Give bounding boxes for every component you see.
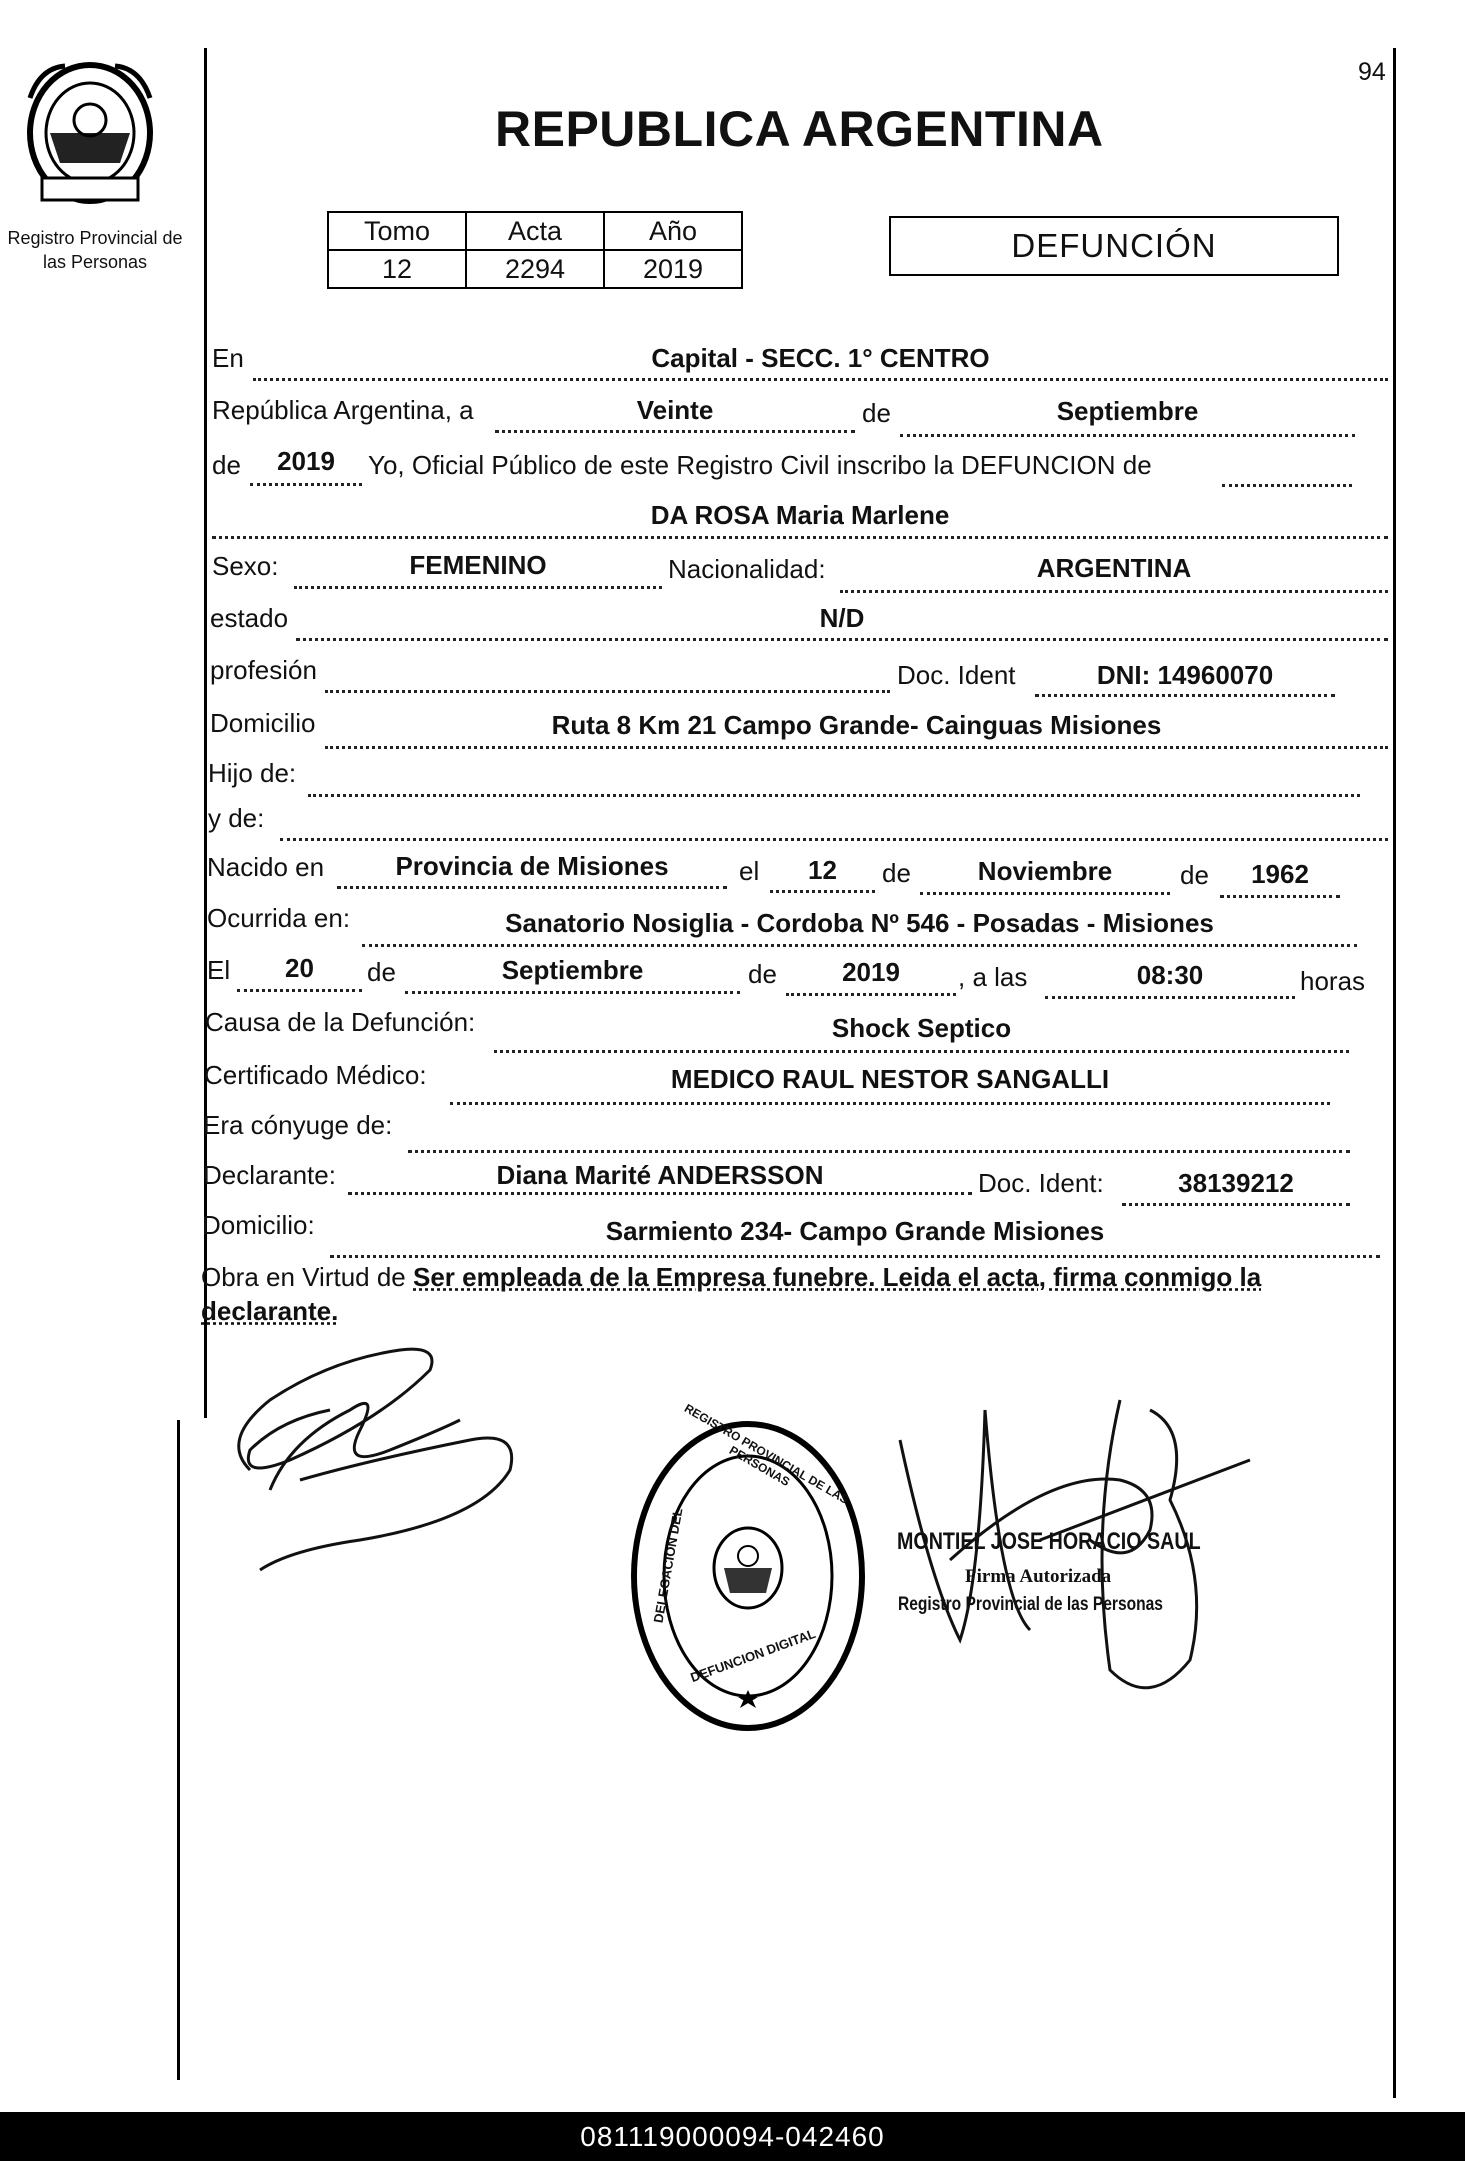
label-a-las: , a las [958, 962, 1028, 992]
label-sexo: Sexo: [212, 551, 279, 581]
label-horas: horas [1300, 966, 1366, 996]
dotline-nacido-en [337, 886, 727, 889]
document-title: REPUBLICA ARGENTINA [495, 101, 1104, 157]
value-dia-texto: Veinte [636, 395, 714, 425]
registry-header-tomo: Tomo [328, 212, 466, 250]
registry-header-anio: Año [604, 212, 742, 250]
value-certificado: MEDICO RAUL NESTOR SANGALLI [670, 1064, 1110, 1094]
obra-en-virtud [201, 1260, 1381, 1328]
dotline-def-dia [237, 989, 362, 992]
value-ocurrida-en: Sanatorio Nosiglia - Cordoba Nº 546 - Posadas - Misiones [505, 908, 1214, 938]
page-number: 94 [1358, 58, 1386, 86]
value-lugar: Capital - SECC. 1° CENTRO [651, 343, 990, 373]
label-de-anio: de [212, 450, 241, 480]
label-certificado: Certificado Médico: [204, 1060, 427, 1090]
value-anio: 2019 [277, 446, 335, 476]
dotline-nac-mes [920, 892, 1170, 895]
label-hijo-de: Hijo de: [208, 758, 297, 788]
value-nac-mes: Noviembre [977, 856, 1113, 886]
stamp-ring-top: REGISTRO PROVINCIAL DE LAS PERSONAS [681, 1401, 852, 1507]
label-y-de: y de: [208, 803, 265, 833]
dotline-mes [900, 434, 1355, 437]
label-republica: República Argentina, a [212, 395, 474, 425]
value-doc-ident: DNI: 14960070 [1096, 660, 1274, 690]
provincial-seal [20, 58, 160, 208]
value-def-mes: Septiembre [501, 955, 644, 985]
value-nacionalidad: ARGENTINA [1036, 553, 1192, 583]
dotline-y-de [280, 838, 1388, 841]
value-nac-dia: 12 [808, 855, 837, 885]
label-doc-ident: Doc. Ident [897, 660, 1016, 690]
value-causa: Shock Septico [831, 1013, 1012, 1043]
value-domicilio: Ruta 8 Km 21 Campo Grande- Cainguas Misiones [551, 710, 1162, 740]
value-doc-ident-declarante: 38139212 [1178, 1168, 1294, 1198]
label-conyuge: Era cónyuge de: [203, 1110, 393, 1140]
dotline-profesion [325, 690, 890, 693]
dotline-anio [250, 483, 362, 486]
label-de-nac-anio: de [1180, 860, 1209, 890]
label-estado: estado [210, 603, 289, 633]
value-estado: N/D [819, 603, 865, 633]
label-nacionalidad: Nacionalidad: [668, 554, 826, 584]
label-inscribo: Yo, Oficial Público de este Registro Civil inscribo la DEFUNCION de [368, 450, 1152, 480]
label-el-def: El [207, 955, 231, 985]
seal-emblem-icon [20, 58, 160, 208]
dotline-ocurrida-en [362, 944, 1357, 947]
stamp-ring-bottom: DEFUNCION DIGITAL [688, 1625, 818, 1686]
dotline-domicilio-declarante [330, 1255, 1380, 1258]
seal-caption: Registro Provincial de las Personas [7, 228, 183, 272]
value-hora: 08:30 [1136, 960, 1204, 990]
dotline-hora [1045, 996, 1295, 999]
dotline-nac-dia [770, 890, 875, 893]
label-obra: Obra en Virtud de [201, 1262, 406, 1292]
dotline-conyuge [408, 1150, 1350, 1153]
value-declarante: Diana Marité ANDERSSON [496, 1160, 824, 1190]
value-def-dia: 20 [285, 953, 314, 983]
label-causa: Causa de la Defunción: [205, 1007, 476, 1037]
dotline-doc-ident [1035, 694, 1335, 697]
value-obra: Ser empleada de la Empresa funebre. Leida el acta, firma conmigo la declarante. [201, 1262, 1262, 1326]
label-domicilio-declarante: Domicilio: [202, 1210, 315, 1240]
official-name: MONTIEL JOSE HORACIO SAUL [897, 1528, 1201, 1555]
dotline-nac-anio [1220, 895, 1340, 898]
value-nombre: DA ROSA Maria Marlene [650, 500, 950, 530]
value-sexo: FEMENINO [409, 550, 547, 580]
footer-code: 081119000094-042460 [0, 2112, 1465, 2161]
dotline-doc-ident-declarante [1122, 1203, 1350, 1206]
dotline-def-mes [405, 991, 740, 994]
declarant-signature-icon [210, 1320, 540, 1590]
label-el: el [739, 856, 760, 886]
dotline-estado [296, 638, 1388, 641]
registry-header-row [328, 212, 742, 250]
official-office: Registro Provincial de las Personas [898, 1594, 1163, 1615]
registry-header-acta: Acta [466, 212, 604, 250]
official-role: Firma Autorizada [965, 1566, 1112, 1587]
value-mes-texto: Septiembre [1056, 396, 1199, 426]
registry-value-row [328, 250, 742, 288]
label-ocurrida-en: Ocurrida en: [207, 903, 351, 933]
registry-value-acta: 2294 [466, 250, 604, 288]
official-stamp [628, 1401, 868, 1734]
left-margin-line-lower [177, 1420, 180, 2080]
label-en: En [212, 343, 244, 373]
dotline-def-anio [786, 993, 956, 996]
label-de-def-mes: de [367, 957, 396, 987]
dotline-en [253, 378, 1388, 381]
dotline-domicilio [325, 746, 1388, 749]
record-type-box: DEFUNCIÓN [889, 216, 1339, 276]
value-domicilio-declarante: Sarmiento 234- Campo Grande Misiones [605, 1216, 1105, 1246]
dotline-sexo [294, 586, 662, 589]
dotline-inscribo-tail [1222, 484, 1352, 487]
label-nacido-en: Nacido en [207, 852, 325, 882]
registry-value-anio: 2019 [604, 250, 742, 288]
registry-table [327, 211, 743, 289]
value-def-anio: 2019 [842, 957, 900, 987]
registry-value-tomo: 12 [328, 250, 466, 288]
dotline-dia [495, 430, 855, 433]
dotline-nombre [212, 536, 1388, 539]
value-nacido-en: Provincia de Misiones [395, 851, 669, 881]
dotline-certificado [450, 1102, 1330, 1105]
label-de-nac-mes: de [882, 858, 911, 888]
label-declarante: Declarante: [203, 1160, 336, 1190]
dotline-hijo-de [308, 794, 1360, 797]
label-domicilio: Domicilio [210, 708, 316, 738]
dotline-nacionalidad [840, 590, 1388, 593]
label-de-def-anio: de [748, 959, 777, 989]
dotline-causa [494, 1050, 1349, 1053]
label-doc-ident-declarante: Doc. Ident: [978, 1168, 1104, 1198]
stamp-ring-left: DELEGACION DEL [650, 1506, 686, 1625]
right-margin-line [1393, 48, 1396, 2098]
label-profesion: profesión [210, 655, 317, 685]
label-de: de [862, 398, 891, 428]
dotline-declarante [348, 1192, 972, 1195]
value-nac-anio: 1962 [1251, 859, 1309, 889]
